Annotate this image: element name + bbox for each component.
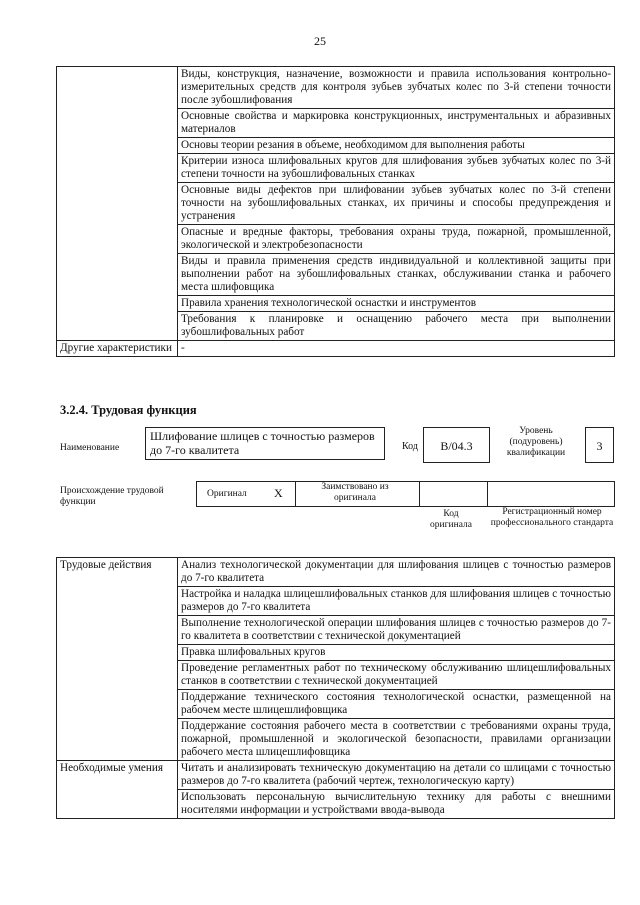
knowledge-item: Виды и правила применения средств индивидуальной и коллективной защиты при выполнении работ на зубошлифовальных станках, обслуживании станка и рабочего места шлифовщика xyxy=(178,254,615,296)
knowledge-item: Критерии износа шлифовальных кругов для шлифования зубьев зубчатых колес по 3-й степени точности на зубошлифовальных станках xyxy=(178,154,615,183)
code-value: B/04.3 xyxy=(423,427,490,463)
skill-item: Читать и анализировать техническую документацию на детали со шлицами с точностью размеров до 7-го квалитета (рабочий чертеж, технологическую карту) xyxy=(178,761,615,790)
section-title: 3.2.4. Трудовая функция xyxy=(60,403,197,417)
action-item: Выполнение технологической операции шлифования шлицев с точностью размеров до 7-го квалитета в соответствии с технической документацией xyxy=(178,616,615,645)
name-value: Шлифование шлицев с точностью размеров до 7-го квалитета xyxy=(145,427,385,460)
knowledge-item: Основные свойства и маркировка конструкционных, инструментальных и абразивных материалов xyxy=(178,109,615,138)
other-label: Другие характеристики xyxy=(57,341,178,357)
knowledge-item: Виды, конструкция, назначение, возможности и правила использования контрольно-измерительных средств для контроля зубьев зубчатых колес по 3-й степени точности после зубошлифования xyxy=(178,67,615,109)
reg-caption: Регистрационный номер профессионального стандарта xyxy=(490,507,614,528)
original-label: Оригинал xyxy=(207,489,247,499)
action-item: Анализ технологической документации для шлифования шлицев с точностью размеров до 7-го квалитета xyxy=(178,558,615,587)
actions-label: Трудовые действия xyxy=(57,558,178,761)
divider xyxy=(487,482,488,506)
function-table xyxy=(56,557,615,819)
knowledge-table xyxy=(56,66,615,357)
knowledge-item: Основные виды дефектов при шлифовании зубьев зубчатых колес по 3-й степени точности на зубошлифовальных станках, их причины и способы предупреждения и устранения xyxy=(178,183,615,225)
knowledge-item: Правила хранения технологической оснастки и инструментов xyxy=(178,296,615,312)
skills-label: Необходимые умения xyxy=(57,761,178,819)
empty-label-cell xyxy=(57,67,178,341)
original-mark: X xyxy=(274,486,283,500)
code-label: Код xyxy=(402,441,418,452)
page-number: 25 xyxy=(314,34,326,48)
code-caption: Код оригинала xyxy=(430,509,472,530)
table-row xyxy=(57,67,615,109)
divider xyxy=(295,482,296,506)
knowledge-item: Основы теории резания в объеме, необходимом для выполнения работы xyxy=(178,138,615,154)
borrowed-label: Заимствовано из оригинала xyxy=(321,482,389,503)
table-row xyxy=(57,761,615,790)
level-value: 3 xyxy=(585,427,614,463)
skill-item: Использовать персональную вычислительную технику для работы с внешними носителями информации и устройствами ввода-вывода xyxy=(178,790,615,819)
knowledge-item: Требования к планировке и оснащению рабочего места при выполнении зубошлифовальных работ xyxy=(178,312,615,341)
action-item: Поддержание технического состояния технологической оснастки, размещенной на рабочем месте шлицешлифовщика xyxy=(178,690,615,719)
action-item: Настройка и наладка шлицешлифовальных станков для шлифования шлицев с точностью размеров до 7-го квалитета xyxy=(178,587,615,616)
origin-label: Происхождение трудовой функции xyxy=(60,486,164,507)
name-label: Наименование xyxy=(60,443,120,453)
other-value: - xyxy=(178,341,615,357)
level-label: Уровень (подуровень) квалификации xyxy=(506,426,566,458)
table-row xyxy=(57,558,615,587)
action-item: Поддержание состояния рабочего места в соответствии с требованиями охраны труда, пожарной, промышленной и экологической безопасности, правилами организации рабочего места шлицешлифовщика xyxy=(178,719,615,761)
table-row xyxy=(57,341,615,357)
action-item: Проведение регламентных работ по техническому обслуживанию шлицешлифовальных станков в соответствии с технической документацией xyxy=(178,661,615,690)
knowledge-item: Опасные и вредные факторы, требования охраны труда, пожарной, промышленной, экологической и электробезопасности xyxy=(178,225,615,254)
action-item: Правка шлифовальных кругов xyxy=(178,645,615,661)
divider xyxy=(419,482,420,506)
